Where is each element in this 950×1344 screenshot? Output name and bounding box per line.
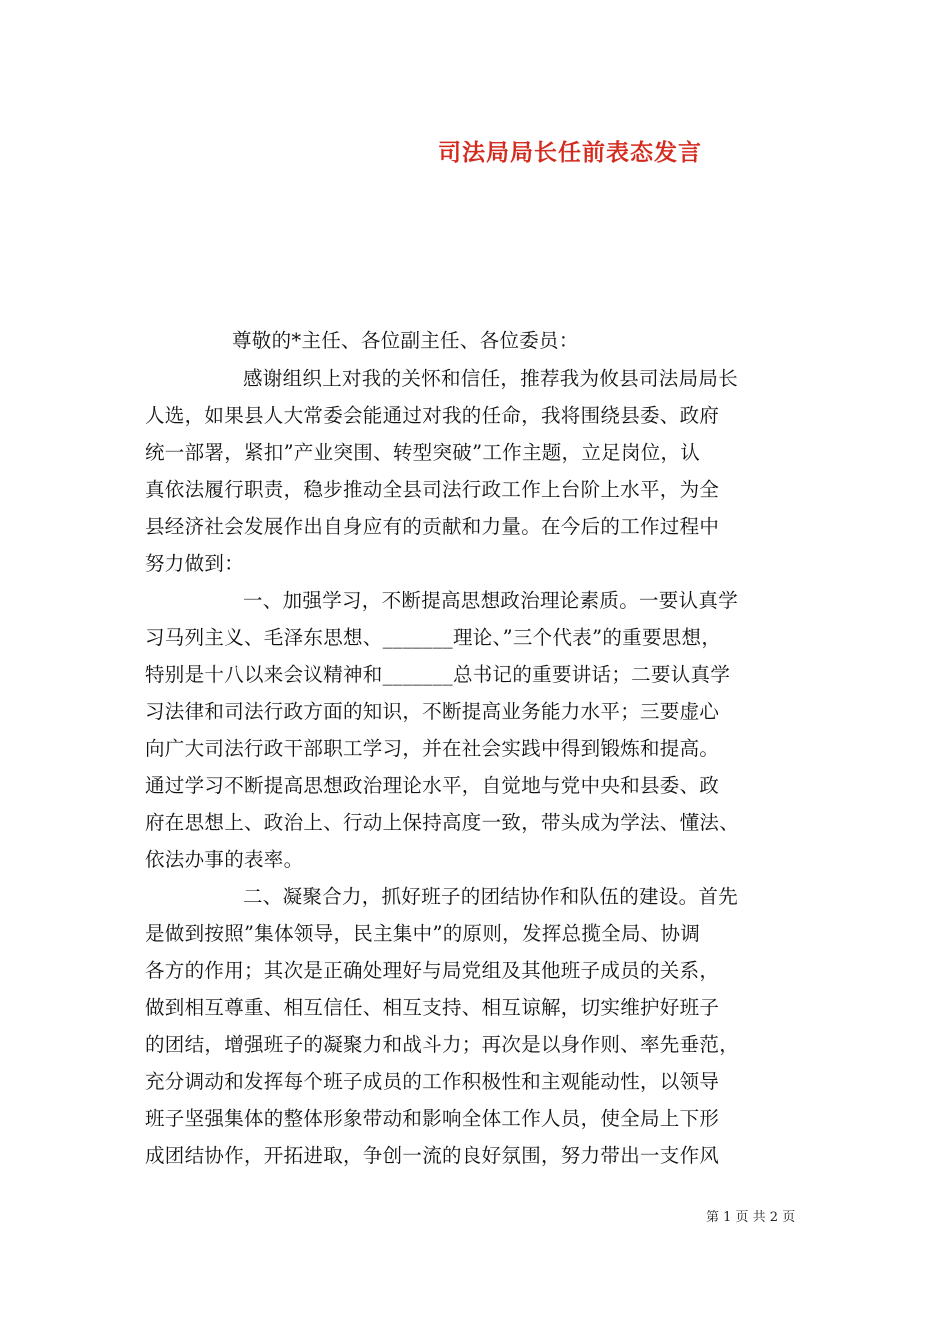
body-line: 习马列主义、毛泽东思想、_______理论、”三个代表”的重要思想， bbox=[145, 626, 722, 649]
body-line: 充分调动和发挥每个班子成员的工作积极性和主观能动性，以领导 bbox=[145, 1070, 720, 1093]
body-line: 向广大司法行政干部职工学习，并在社会实践中得到锻炼和提高。 bbox=[145, 737, 720, 760]
body-line: 一、加强学习，不断提高思想政治理论素质。一要认真学 bbox=[243, 589, 739, 612]
body-line: 真依法履行职责，稳步推动全县司法行政工作上台阶上水平，为全 bbox=[145, 478, 720, 501]
body-line: 的团结，增强班子的凝聚力和战斗力；再次是以身作则、率先垂范， bbox=[145, 1033, 740, 1056]
body-line: 依法办事的表率。 bbox=[145, 848, 304, 871]
body-line: 是做到按照”集体领导，民主集中”的原则，发挥总揽全局、协调 bbox=[145, 922, 701, 945]
body-line: 县经济社会发展作出自身应有的贡献和力量。在今后的工作过程中 bbox=[145, 515, 720, 538]
document-title: 司法局局长任前表态发言 bbox=[438, 139, 702, 166]
body-line: 二、凝聚合力，抓好班子的团结协作和队伍的建设。首先 bbox=[243, 885, 739, 908]
body-line: 做到相互尊重、相互信任、相互支持、相互谅解，切实维护好班子 bbox=[145, 996, 720, 1019]
body-line: 府在思想上、政治上、行动上保持高度一致，带头成为学法、懂法、 bbox=[145, 811, 740, 834]
body-line: 通过学习不断提高思想政治理论水平，自觉地与党中央和县委、政 bbox=[145, 774, 720, 797]
body-line: 努力做到： bbox=[145, 552, 245, 575]
page-number-footer: 第 1 页 共 2 页 bbox=[706, 1210, 796, 1225]
body-line: 统一部署，紧扣”产业突围、转型突破”工作主题，立足岗位，认 bbox=[145, 441, 701, 464]
body-line: 习法律和司法行政方面的知识，不断提高业务能力水平；三要虚心 bbox=[145, 700, 720, 723]
body-line: 人选，如果县人大常委会能通过对我的任命，我将围绕县委、政府 bbox=[145, 404, 720, 427]
body-line: 成团结协作，开拓进取，争创一流的良好氛围，努力带出一支作风 bbox=[145, 1144, 720, 1167]
salutation-line: 尊敬的*主任、各位副主任、各位委员： bbox=[232, 329, 579, 352]
body-line: 特别是十八以来会议精神和_______总书记的重要讲话；二要认真学 bbox=[145, 663, 731, 686]
body-line: 感谢组织上对我的关怀和信任，推荐我为攸县司法局局长 bbox=[243, 367, 739, 390]
body-line: 各方的作用；其次是正确处理好与局党组及其他班子成员的关系， bbox=[145, 959, 720, 982]
body-line: 班子坚强集体的整体形象带动和影响全体工作人员，使全局上下形 bbox=[145, 1107, 720, 1130]
